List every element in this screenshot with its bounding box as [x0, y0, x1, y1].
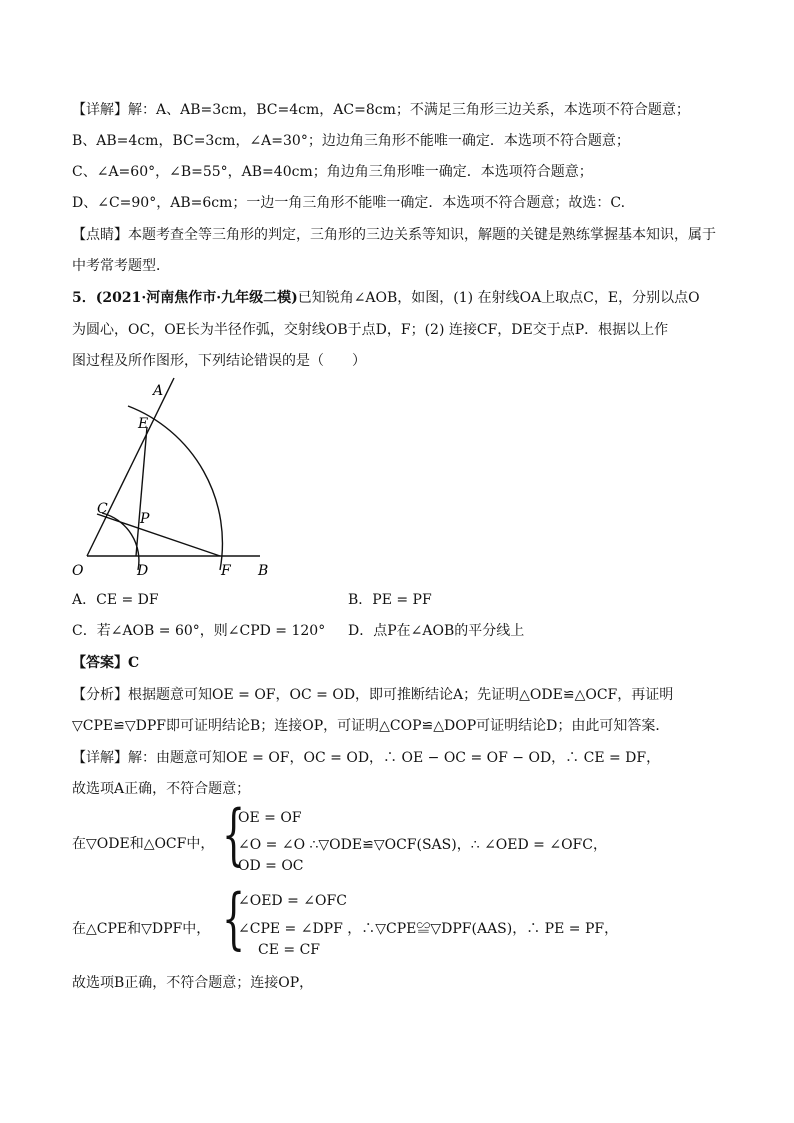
- analysis-line-2: ▽CPE≌▽DPF即可证明结论B；连接OP，可证明△COP≌△DOP可证明结论D；由此可知答案．: [72, 718, 670, 734]
- system2-brace: {: [222, 880, 246, 957]
- question-text-1: 已知锐角∠AOB，如图，(1) 在射线OA上取点C，E，分别以点O: [297, 290, 700, 306]
- system2-prefix: 在△CPE和▽DPF中，: [72, 921, 211, 937]
- question-line-1: [72, 288, 700, 308]
- detail-line-2: B、AB=4cm，BC=3cm，∠A=30°；边边角三角形不能唯一确定．本选项不符合题意；: [72, 133, 630, 149]
- system1-row-3: OD = OC: [238, 858, 304, 874]
- detail2-last-line: 故选项B正确，不符合题意；连接OP，: [72, 975, 314, 991]
- system2-row-3: CE = CF: [258, 942, 320, 958]
- label-b: B: [258, 563, 269, 579]
- question-line-2: 为圆心，OC，OE长为半径作弧，交射线OB于点D，F；(2) 连接CF，DE交于点P．根据以上作: [72, 322, 669, 338]
- analysis-line-1: 【分析】根据题意可知OE = OF，OC = OD，即可推断结论A；先证明△ODE≌△OCF，再证明: [72, 687, 674, 703]
- question-source: 5．(2021·河南焦作市·九年级二模): [72, 290, 298, 306]
- option-a: A．CE = DF: [72, 592, 159, 608]
- detail-line-1: 【详解】解：A、AB=3cm，BC=4cm，AC=8cm；不满足三角形三边关系，本选项不符合题意；: [72, 102, 690, 118]
- label-d: D: [137, 563, 149, 579]
- question-line-3: 图过程及所作图形，下列结论错误的是（ ）: [72, 353, 366, 369]
- ray-oa: [87, 378, 174, 556]
- detail-line-3: C、∠A=60°，∠B=55°，AB=40cm；角边角三角形唯一确定．本选项符合题意；: [72, 164, 593, 180]
- geometry-figure: [60, 370, 290, 585]
- option-b: B．PE = PF: [348, 592, 432, 608]
- segment-cf: [97, 514, 220, 556]
- detail2-line-1: 【详解】解：由题意可知OE = OF，OC = OD，∴ OE − OC = OF − OD，∴ CE = DF，: [72, 750, 661, 766]
- system2-row-2: ∠CPE = ∠DPF ，∴▽CPE≌▽DPF(AAS)，∴ PE = PF，: [238, 921, 619, 937]
- label-o: O: [72, 563, 84, 579]
- label-f: F: [221, 563, 231, 579]
- label-a: A: [153, 383, 164, 399]
- detail2-line-2: 故选项A正确，不符合题意；: [72, 781, 251, 797]
- system1-brace: {: [222, 796, 246, 873]
- detail-line-4: D、∠C=90°，AB=6cm；一边一角三角形不能唯一确定．本选项不符合题意；故选：C.: [72, 195, 626, 211]
- option-c: C．若∠AOB = 60°，则∠CPD = 120°: [72, 623, 326, 639]
- label-c: C: [97, 501, 108, 517]
- system2-row-1: ∠OED = ∠OFC: [238, 893, 347, 909]
- label-p: P: [140, 511, 150, 527]
- segment-de: [136, 427, 147, 556]
- system1-prefix: 在▽ODE和△OCF中，: [72, 836, 215, 852]
- comment-line-1: 【点睛】本题考查全等三角形的判定，三角形的三边关系等知识，解题的关键是熟练掌握基本知识，属于: [72, 227, 716, 243]
- comment-line-2: 中考常考题型．: [72, 258, 170, 274]
- option-d: D．点P在∠AOB的平分线上: [348, 623, 525, 639]
- answer: 【答案】C: [72, 655, 140, 671]
- label-e: E: [138, 416, 149, 432]
- system1-row-1: OE = OF: [238, 810, 302, 826]
- system1-row-2: ∠O = ∠O ∴▽ODE≌▽OCF(SAS)，∴ ∠OED = ∠OFC，: [238, 837, 607, 853]
